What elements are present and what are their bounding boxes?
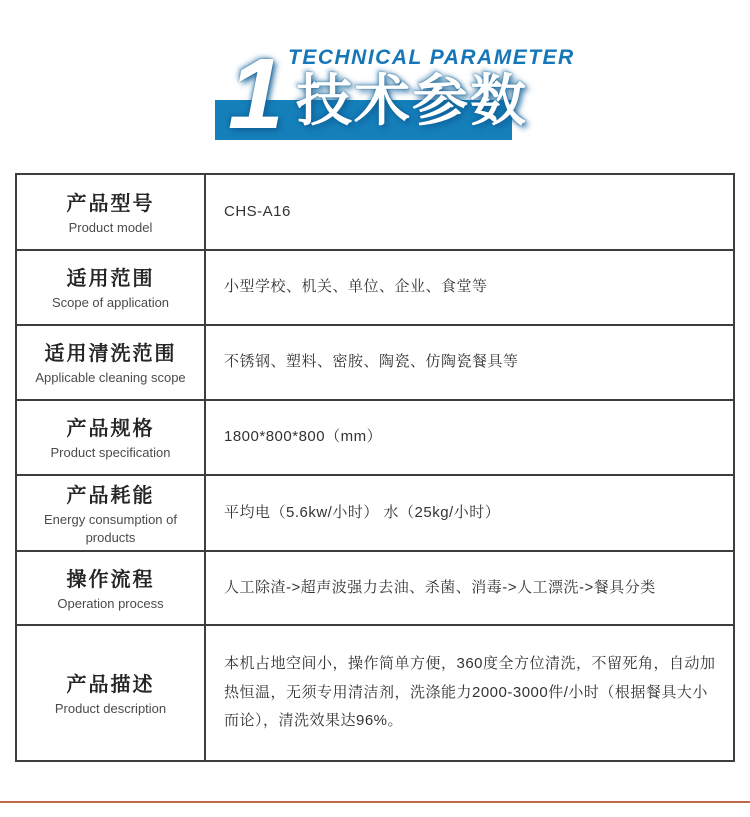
- row-label-en: Energy consumption of products: [44, 511, 177, 545]
- row-label: [17, 626, 206, 760]
- section-title-en: TECHNICAL PARAMETER: [288, 46, 575, 69]
- row-label-zh: 适用清洗范围: [44, 343, 177, 366]
- row-label: [17, 401, 206, 474]
- row-value: CHS-A16: [224, 202, 291, 220]
- row-label-en: Product specification: [50, 445, 171, 461]
- row-value-cell: [206, 401, 733, 474]
- row-value: 1800*800*800（mm）: [224, 428, 383, 446]
- row-label-zh: 适用范围: [66, 268, 155, 291]
- table-row-operation-process: [17, 550, 733, 624]
- row-value-cell: [206, 251, 733, 324]
- table-row-product-model: [17, 175, 733, 249]
- row-label: [17, 175, 206, 249]
- row-label: [17, 326, 206, 399]
- row-label-zh: 产品耗能: [66, 484, 155, 507]
- row-value: 不锈钢、塑料、密胺、陶瓷、仿陶瓷餐具等: [224, 353, 519, 371]
- bottom-divider-line: [0, 801, 750, 803]
- row-value: 小型学校、机关、单位、企业、食堂等: [224, 278, 488, 296]
- table-row-specification: [17, 399, 733, 474]
- row-value-cell: [206, 476, 733, 550]
- row-label: [17, 251, 206, 324]
- table-row-energy-consumption: [17, 474, 733, 550]
- row-label: [17, 476, 206, 550]
- row-label-en: Applicable cleaning scope: [35, 370, 186, 386]
- row-value-cell: [206, 552, 733, 624]
- section-number: 1: [228, 38, 284, 150]
- row-label-en: Scope of application: [51, 295, 170, 311]
- row-value-cell: [206, 326, 733, 399]
- row-label-en: Operation process: [57, 595, 164, 611]
- table-row-scope-of-application: [17, 249, 733, 324]
- table-row-product-description: [17, 624, 733, 760]
- row-value: 人工除渣->超声波强力去油、杀菌、消毒->人工漂洗->餐具分类: [224, 578, 656, 596]
- section-header: [0, 0, 750, 173]
- row-label-zh: 产品规格: [66, 418, 155, 441]
- row-label-en: Product description: [54, 700, 167, 716]
- table-row-cleaning-scope: [17, 324, 733, 399]
- row-label: [17, 552, 206, 624]
- row-value-cell: [206, 626, 733, 760]
- row-label-zh: 产品型号: [66, 192, 155, 215]
- spec-table: [15, 173, 735, 762]
- row-label-zh: 操作流程: [66, 568, 155, 591]
- section-title-zh: 技术参数: [296, 69, 528, 134]
- row-value: 本机占地空间小，操作简单方便，360度全方位清洗，不留死角，自动加热恒温，无须专用清洁剂，洗涤能力2000-3000件/小时（根据餐具大小而论），清洗效果达96%。: [224, 655, 716, 730]
- row-value: 平均电（5.6kw/小时） 水（25kg/小时）: [224, 503, 501, 521]
- row-label-en: Product model: [68, 219, 153, 235]
- row-label-zh: 产品描述: [66, 673, 155, 696]
- row-value-cell: [206, 175, 733, 249]
